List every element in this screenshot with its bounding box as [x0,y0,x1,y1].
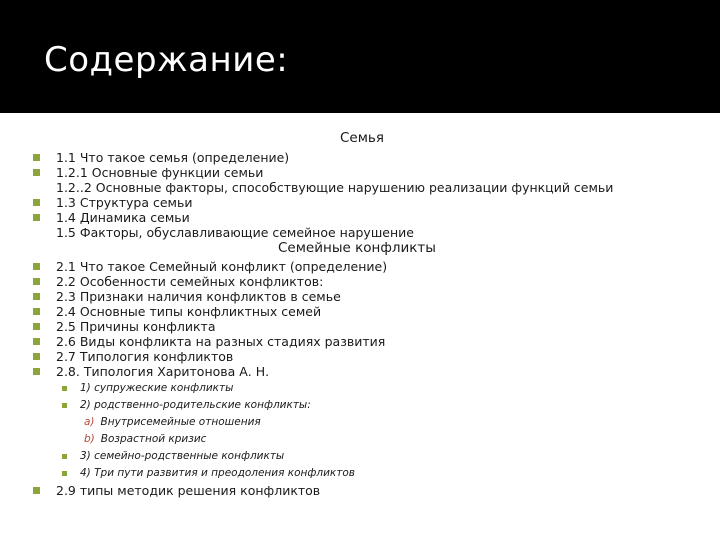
list-item: 1.3 Структура семьи [56,195,193,210]
bullet-icon [62,471,67,476]
list-item: 2.1 Что такое Семейный конфликт (определение) [56,259,388,274]
bullet-icon [33,214,40,221]
list-item: 2.8. Типология Харитонова А. Н. [56,364,270,379]
sub-sub-item [84,433,206,445]
bullet-icon [33,154,40,161]
bullet-icon [33,338,40,345]
list-item: 1.5 Факторы, обуславливающие семейное нарушение [56,225,414,240]
sub-sub-item-text: Возрастной кризис [100,433,207,445]
sub-sub-item-text: Внутрисемейные отношения [100,416,261,428]
bullet-icon [33,353,40,360]
sub-item: 2) родственно-родительские конфликты: [80,399,311,411]
sub-sub-item [84,416,261,428]
list-item: 2.6 Виды конфликта на разных стадиях развития [56,334,386,349]
bullet-icon [33,169,40,176]
list-item: 1.2..2 Основные факторы, способствующие нарушению реализации функций семьи [56,180,614,195]
list-item: 1.2.1 Основные функции семьи [56,165,264,180]
list-item: 2.7 Типология конфликтов [56,349,234,364]
sub-item: 1) супружеские конфликты [80,382,234,394]
list-item: 2.4 Основные типы конфликтных семей [56,304,322,319]
bullet-icon [62,386,67,391]
list-item: 2.2 Особенности семейных конфликтов: [56,274,324,289]
bullet-icon [33,368,40,375]
sub-item: 4) Три пути развития и преодоления конфликтов [80,467,355,479]
bullet-icon [62,454,67,459]
list-item: 2.5 Причины конфликта [56,319,216,334]
bullet-icon [33,487,40,494]
list-item: 2.9 типы методик решения конфликтов [56,483,321,498]
bullet-icon [33,199,40,206]
bullet-icon [33,278,40,285]
bullet-icon [33,323,40,330]
bullet-icon [33,293,40,300]
item-letter: a) [84,416,95,428]
sub-item: 3) семейно-родственные конфликты [80,450,285,462]
list-item: 1.1 Что такое семья (определение) [56,150,290,165]
list-item: 2.3 Признаки наличия конфликтов в семье [56,289,341,304]
bullet-icon [33,263,40,270]
bullet-icon [33,308,40,315]
section-heading-family: Семья [340,130,384,146]
item-letter: b) [84,433,95,445]
section-heading-conflicts: Семейные конфликты [278,240,436,256]
page-title: Содержание: [44,40,289,80]
list-item: 1.4 Динамика семьи [56,210,190,225]
bullet-icon [62,403,67,408]
